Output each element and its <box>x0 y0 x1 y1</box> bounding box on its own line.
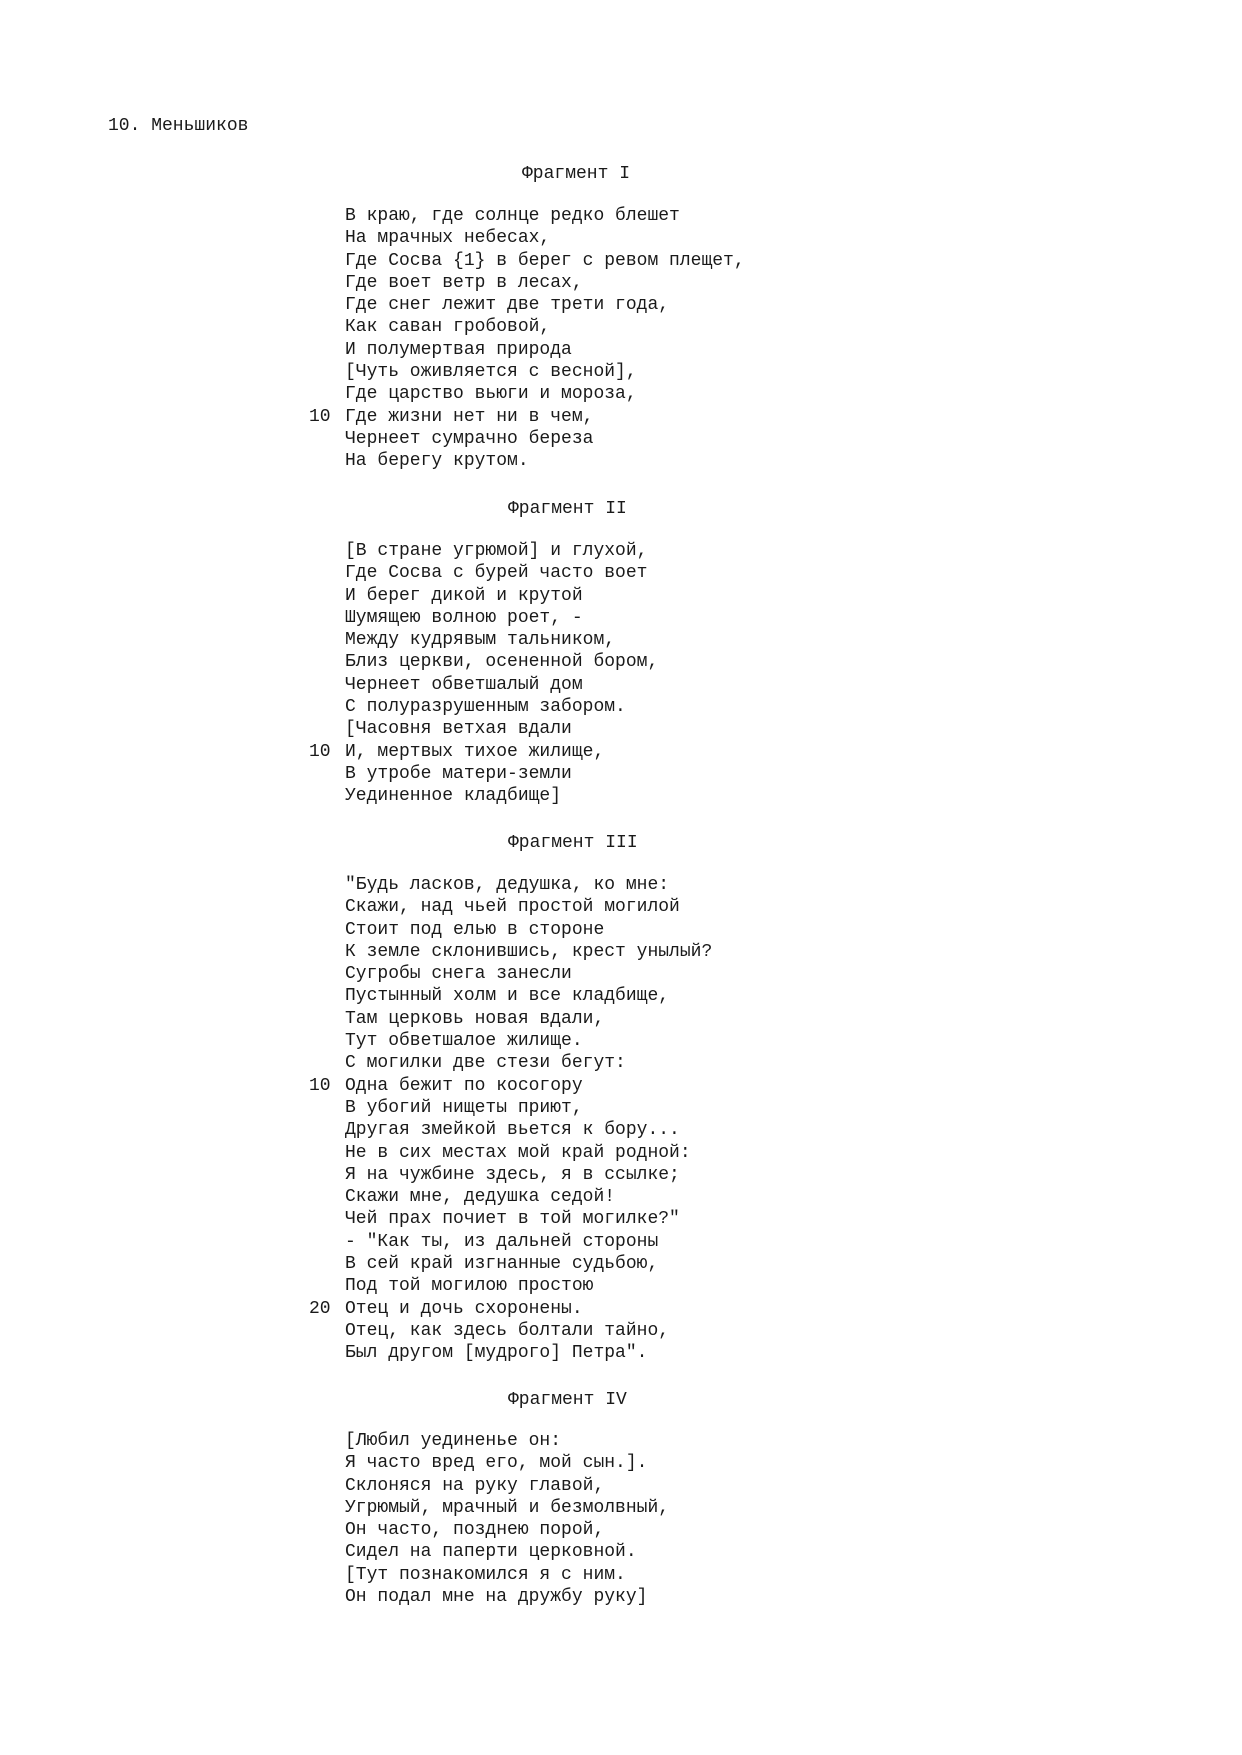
verse-line: Отец, как здесь болтали тайно, <box>345 1320 670 1341</box>
verse-line: Сугробы снега занесли <box>345 964 572 985</box>
verse-line: Как саван гробовой, <box>345 317 551 338</box>
verse-line: Уединенное кладбище] <box>345 786 562 807</box>
verse-line: 10 Где жизни нет ни в чем, <box>309 406 594 427</box>
verse-line: Где Сосва с бурей часто воет <box>345 563 648 584</box>
verse-line: Он часто, позднею порой, <box>345 1520 605 1541</box>
verse-line: Тут обветшалое жилище. <box>345 1031 583 1052</box>
verse-line: Сидел на паперти церковной. <box>345 1542 637 1563</box>
verse-line: Чернеет обветшалый дом <box>345 674 583 695</box>
fragment-2-title: Фрагмент II <box>508 499 627 519</box>
verse-line: "Будь ласков, дедушка, ко мне: <box>345 875 670 895</box>
verse-line: Склоняся на руку главой, <box>345 1475 605 1496</box>
verse-line: - "Как ты, из дальней стороны <box>345 1231 659 1252</box>
verse-line: Он подал мне на дружбу руку] <box>345 1587 648 1608</box>
verse-line: В утробе матери-земли <box>345 763 572 784</box>
verse-line: На мрачных небесах, <box>345 228 551 249</box>
line-number: 10 <box>309 1075 331 1096</box>
verse-line: Под той могилою простою <box>345 1276 594 1297</box>
verse-line: Там церковь новая вдали, <box>345 1008 605 1029</box>
verse-line: Чей прах почиет в той могилке?" <box>345 1209 680 1230</box>
verse-line: Близ церкви, осененной бором, <box>345 652 659 673</box>
line-number: 10 <box>309 406 331 427</box>
verse-line: Стоит под елью в стороне <box>345 919 605 940</box>
verse-line: Не в сих местах мой край родной: <box>345 1142 691 1163</box>
verse-line: 10 И, мертвых тихое жилище, <box>309 741 605 762</box>
verse-line: Был другом [мудрого] Петра". <box>345 1343 648 1364</box>
verse-line: Я часто вред его, мой сын.]. <box>345 1453 648 1474</box>
verse-line: [Часовня ветхая вдали <box>345 719 572 740</box>
verse-line: На берегу крутом. <box>345 451 529 472</box>
verse-line: Где царство вьюги и мороза, <box>345 384 637 405</box>
verse-line: С полуразрушенным забором. <box>345 697 626 718</box>
verse-line: Угрюмый, мрачный и безмолвный, <box>345 1497 670 1518</box>
verse-line: Шумящею волною роет, - <box>345 607 583 628</box>
verse-line: В убогий нищеты приют, <box>345 1097 583 1118</box>
verse-line: В сей край изгнанные судьбою, <box>345 1254 659 1275</box>
verse-line: Я на чужбине здесь, я в ссылке; <box>345 1164 680 1185</box>
verse-line: Где Сосва {1} в берег с ревом плещет, <box>345 250 745 271</box>
fragment-1-title: Фрагмент I <box>522 164 631 184</box>
page-heading: 10. Меньшиков <box>108 116 249 136</box>
verse-line: И берег дикой и крутой <box>345 585 583 606</box>
verse-line: [Любил уединенье он: <box>345 1431 562 1451</box>
fragment-1-verse <box>309 205 745 473</box>
verse-line: И полумертвая природа <box>345 339 572 360</box>
fragment-4-verse <box>345 1430 669 1608</box>
verse-line: Где снег лежит две трети года, <box>345 295 670 316</box>
verse-line: [В стране угрюмой] и глухой, <box>345 541 648 561</box>
verse-line: [Чуть оживляется с весной], <box>345 362 637 383</box>
verse-line: 10 Одна бежит по косогору <box>309 1075 583 1096</box>
fragment-4-title: Фрагмент IV <box>508 1390 627 1410</box>
fragment-2-verse <box>309 540 659 808</box>
verse-line: Чернеет сумрачно береза <box>345 428 594 449</box>
verse-line: Скажи мне, дедушка седой! <box>345 1187 616 1208</box>
verse-line: 20 Отец и дочь схоронены. <box>309 1298 583 1319</box>
line-number: 20 <box>309 1298 331 1319</box>
verse-line: Где воет ветр в лесах, <box>345 272 583 293</box>
verse-line: Пустынный холм и все кладбище, <box>345 986 670 1007</box>
verse-line: Скажи, над чьей простой могилой <box>345 897 680 918</box>
verse-line: Между кудрявым тальником, <box>345 630 616 651</box>
verse-line: [Тут познакомился я с ним. <box>345 1564 626 1585</box>
verse-line: В краю, где солнце редко блешет <box>345 206 680 226</box>
verse-line: Другая змейкой вьется к бору... <box>345 1120 680 1141</box>
verse-line: С могилки две стези бегут: <box>345 1053 626 1074</box>
fragment-3-title: Фрагмент III <box>508 833 638 853</box>
verse-line: К земле склонившись, крест унылый? <box>345 941 713 962</box>
fragment-3-verse <box>309 874 713 1365</box>
line-number: 10 <box>309 741 331 762</box>
